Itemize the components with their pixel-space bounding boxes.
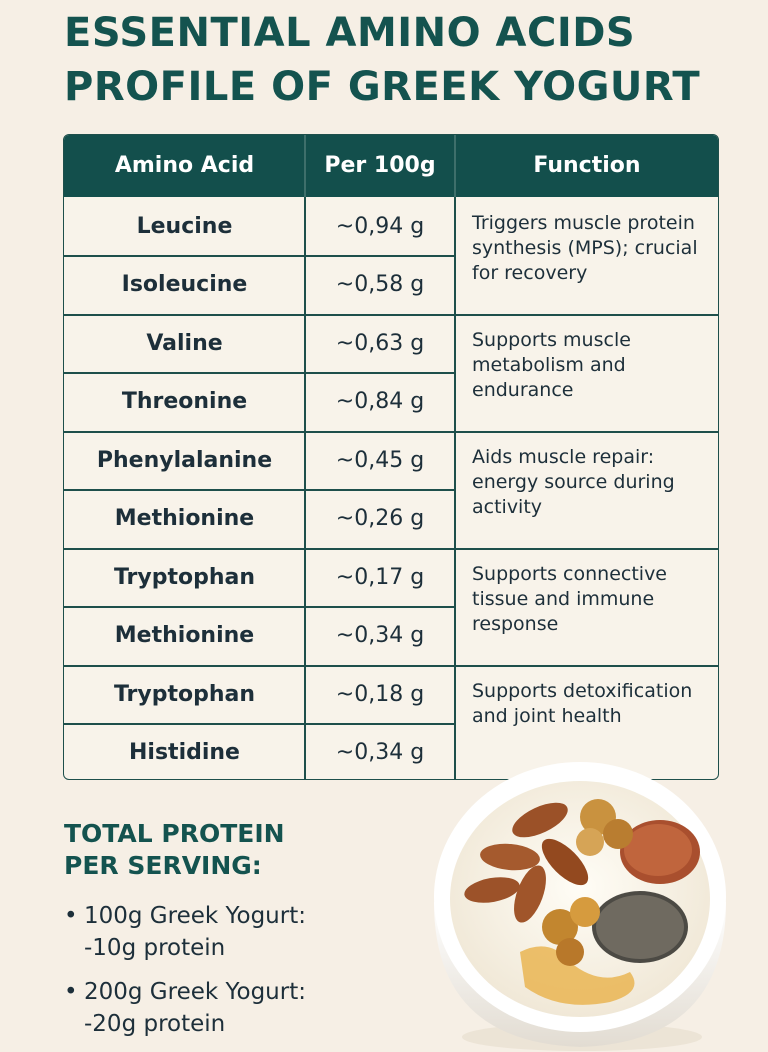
- header-amino-acid: Amino Acid: [114, 153, 255, 178]
- total-heading-line-2: PER SERVING:: [64, 851, 262, 880]
- serving-protein: -20g protein: [84, 1011, 226, 1037]
- serving-size: 100g Greek Yogurt:: [84, 903, 306, 929]
- table-row: [64, 197, 455, 255]
- amino-acid-name: Methionine: [114, 622, 255, 648]
- row-divider: [64, 314, 718, 316]
- row-divider: [64, 489, 455, 491]
- title-line-1: ESSENTIAL AMINO ACIDS: [64, 10, 636, 56]
- amino-acid-value: ~0,84 g: [335, 388, 425, 414]
- amino-acid-value: ~0,18 g: [335, 681, 425, 707]
- total-protein-heading: [64, 818, 364, 882]
- amino-acid-value: ~0,34 g: [335, 622, 425, 648]
- row-divider: [64, 723, 455, 725]
- header-per-100g: Per 100g: [324, 153, 436, 178]
- amino-acid-name: Leucine: [136, 213, 233, 239]
- page-title: [64, 6, 754, 114]
- title-line-2: PROFILE OF GREEK YOGURT: [64, 64, 701, 110]
- amino-acid-value: ~0,58 g: [335, 271, 425, 297]
- table-row: [64, 372, 455, 430]
- function-text: Aids muscle repair: energy source during activity: [472, 446, 675, 518]
- list-item: [64, 976, 394, 1040]
- table-row: [64, 548, 455, 606]
- table-row: [64, 314, 455, 372]
- table-row: [64, 606, 455, 664]
- yogurt-bowl-image: [430, 762, 730, 1052]
- amino-acid-name: Isoleucine: [121, 271, 248, 297]
- row-divider: [64, 431, 718, 433]
- amino-acid-value: ~0,34 g: [335, 739, 425, 765]
- bullet-icon: •: [64, 903, 78, 929]
- amino-acid-name: Threonine: [121, 388, 248, 414]
- row-divider: [64, 255, 455, 257]
- header-divider: [454, 135, 456, 197]
- serving-list: [64, 900, 394, 1040]
- amino-acid-name: Phenylalanine: [96, 447, 273, 473]
- row-divider: [64, 372, 455, 374]
- header-function: Function: [533, 153, 641, 178]
- serving-protein: -10g protein: [84, 935, 226, 961]
- total-heading-line-1: TOTAL PROTEIN: [64, 819, 285, 848]
- table-row: [64, 489, 455, 547]
- amino-acid-name: Histidine: [129, 739, 240, 765]
- bullet-icon: •: [64, 979, 78, 1005]
- row-divider: [64, 665, 718, 667]
- row-divider: [64, 548, 718, 550]
- table-body: [64, 197, 718, 780]
- table-row: [64, 431, 455, 489]
- amino-acid-value: ~0,94 g: [335, 213, 425, 239]
- amino-acid-table: [63, 134, 719, 780]
- amino-acid-name: Tryptophan: [113, 564, 256, 590]
- list-item: [64, 900, 394, 964]
- function-text: Supports muscle metabolism and endurance: [472, 329, 631, 401]
- function-text: Supports connective tissue and immune response: [472, 563, 668, 635]
- amino-acid-value: ~0,17 g: [335, 564, 425, 590]
- function-text: Triggers muscle protein synthesis (MPS); crucial for recovery: [472, 212, 698, 284]
- serving-size: 200g Greek Yogurt:: [84, 979, 306, 1005]
- amino-acid-name: Methionine: [114, 505, 255, 531]
- header-divider: [304, 135, 306, 197]
- row-divider: [64, 606, 455, 608]
- amino-acid-name: Valine: [146, 330, 223, 356]
- function-text: Supports detoxification and joint health: [472, 680, 693, 727]
- amino-acid-name: Tryptophan: [113, 681, 256, 707]
- amino-acid-value: ~0,26 g: [335, 505, 425, 531]
- amino-acid-value: ~0,63 g: [335, 330, 425, 356]
- table-header: [64, 135, 718, 197]
- table-row: [64, 723, 455, 780]
- table-row: [64, 255, 455, 313]
- table-row: [64, 665, 455, 723]
- amino-acid-value: ~0,45 g: [335, 447, 425, 473]
